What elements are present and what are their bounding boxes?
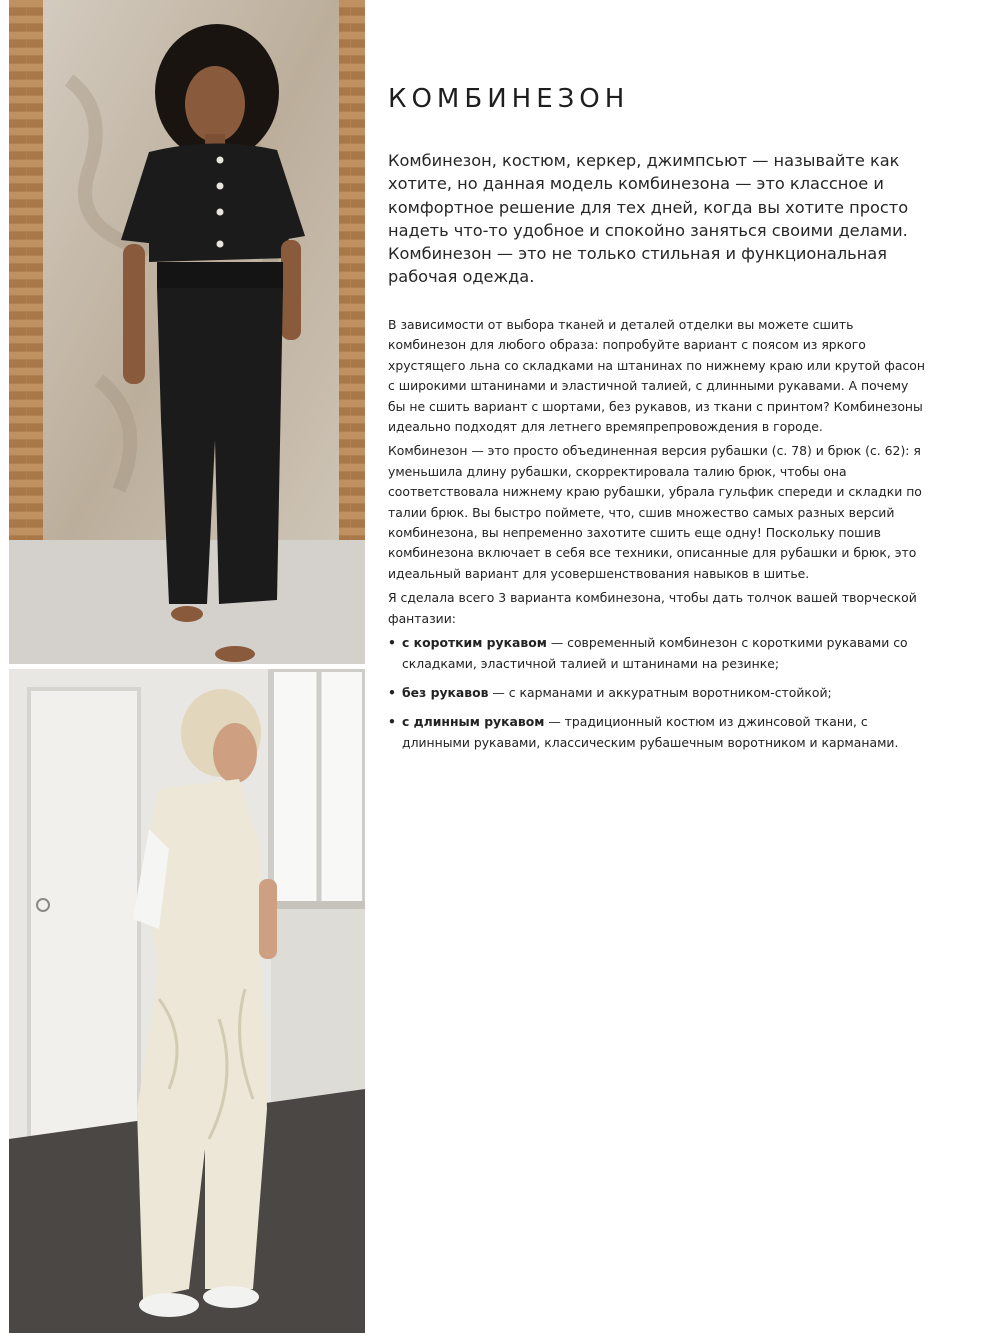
list-item-long-sleeve — [388, 712, 928, 753]
door — [29, 689, 139, 1169]
list-item-term: с коротким рукавом — [402, 635, 547, 651]
lead-paragraph: Комбинезон, костюм, керкер, джимпсьют — называйте как хотите, но данная модель комбинезона — это классное и комфортное решение для тех дней, когда вы хотите просто надеть что-то удобное и спокойно заняться своими делами. Комбинезон — это не только стильная и функциональная рабочая одежда. — [388, 151, 909, 287]
list-item-description: — современный комбинезон с короткими рукавами со складками, эластичной талией и штанинами на резинке; — [402, 635, 908, 671]
list-item-term: с длинным рукавом — [402, 714, 545, 730]
list-item-description: — с карманами и аккуратным воротником-стойкой; — [488, 684, 832, 700]
body-paragraph-1: В зависимости от выбора тканей и деталей отделки вы можете сшить комбинезон для любого образа: попробуйте вариант с поясом из яркого хрустящего льна со складками на штанинах по нижнему краю или крутой фасон с широкими штанинами и эластичной талией, с длинными рукавами. А почему бы не сшить вариант с шортами, без рукавов, из ткани с принтом? Комбинезоны идеально подходят для летнего времяпрепровождения в городе. — [388, 317, 925, 435]
black-jumpsuit-illustration — [9, 0, 365, 664]
body-paragraph-3: Я сделала всего 3 варианта комбинезона, чтобы дать толчок вашей творческой фантазии: — [388, 590, 917, 626]
bullet-icon: • — [388, 635, 396, 651]
list-item-short-sleeve — [388, 633, 928, 674]
bullet-icon: • — [388, 714, 396, 730]
list-item-sleeveless — [388, 683, 928, 703]
face — [185, 66, 245, 142]
list-item-term: без рукавов — [402, 684, 489, 700]
variant-list — [388, 633, 928, 753]
bullet-icon: • — [388, 684, 396, 700]
body-paragraph-2: Комбинезон — это просто объединенная версия рубашки (с. 78) и брюк (с. 62): я уменьшила длину рубашки, скорректировала талию брюк, чтобы она соответствовала нижнему краю рубашки, убрала гульфик спереди и складки по талии брюк. Вы быстро поймете, что, сшив множество самых разных версий комбинезона, вы непременно захотите сшить еще одну! Поскольку пошив комбинезона включает в себя все техники, описанные для рубашки и брюк, это идеальный вариант для усовершенствования навыков в шитье. — [388, 443, 922, 581]
list-item-description: — традиционный костюм из джинсовой ткани, с длинными рукавами, классическим рубашечным воротником и карманами. — [402, 714, 899, 750]
trousers — [157, 288, 283, 604]
body-text — [388, 315, 928, 762]
linen-jumpsuit-illustration — [9, 669, 365, 1333]
face-profile — [213, 723, 257, 783]
page-title: КОМБИНЕЗОН — [388, 84, 630, 114]
photo-linen-jumpsuit — [9, 669, 365, 1333]
photo-black-jumpsuit — [9, 0, 365, 664]
